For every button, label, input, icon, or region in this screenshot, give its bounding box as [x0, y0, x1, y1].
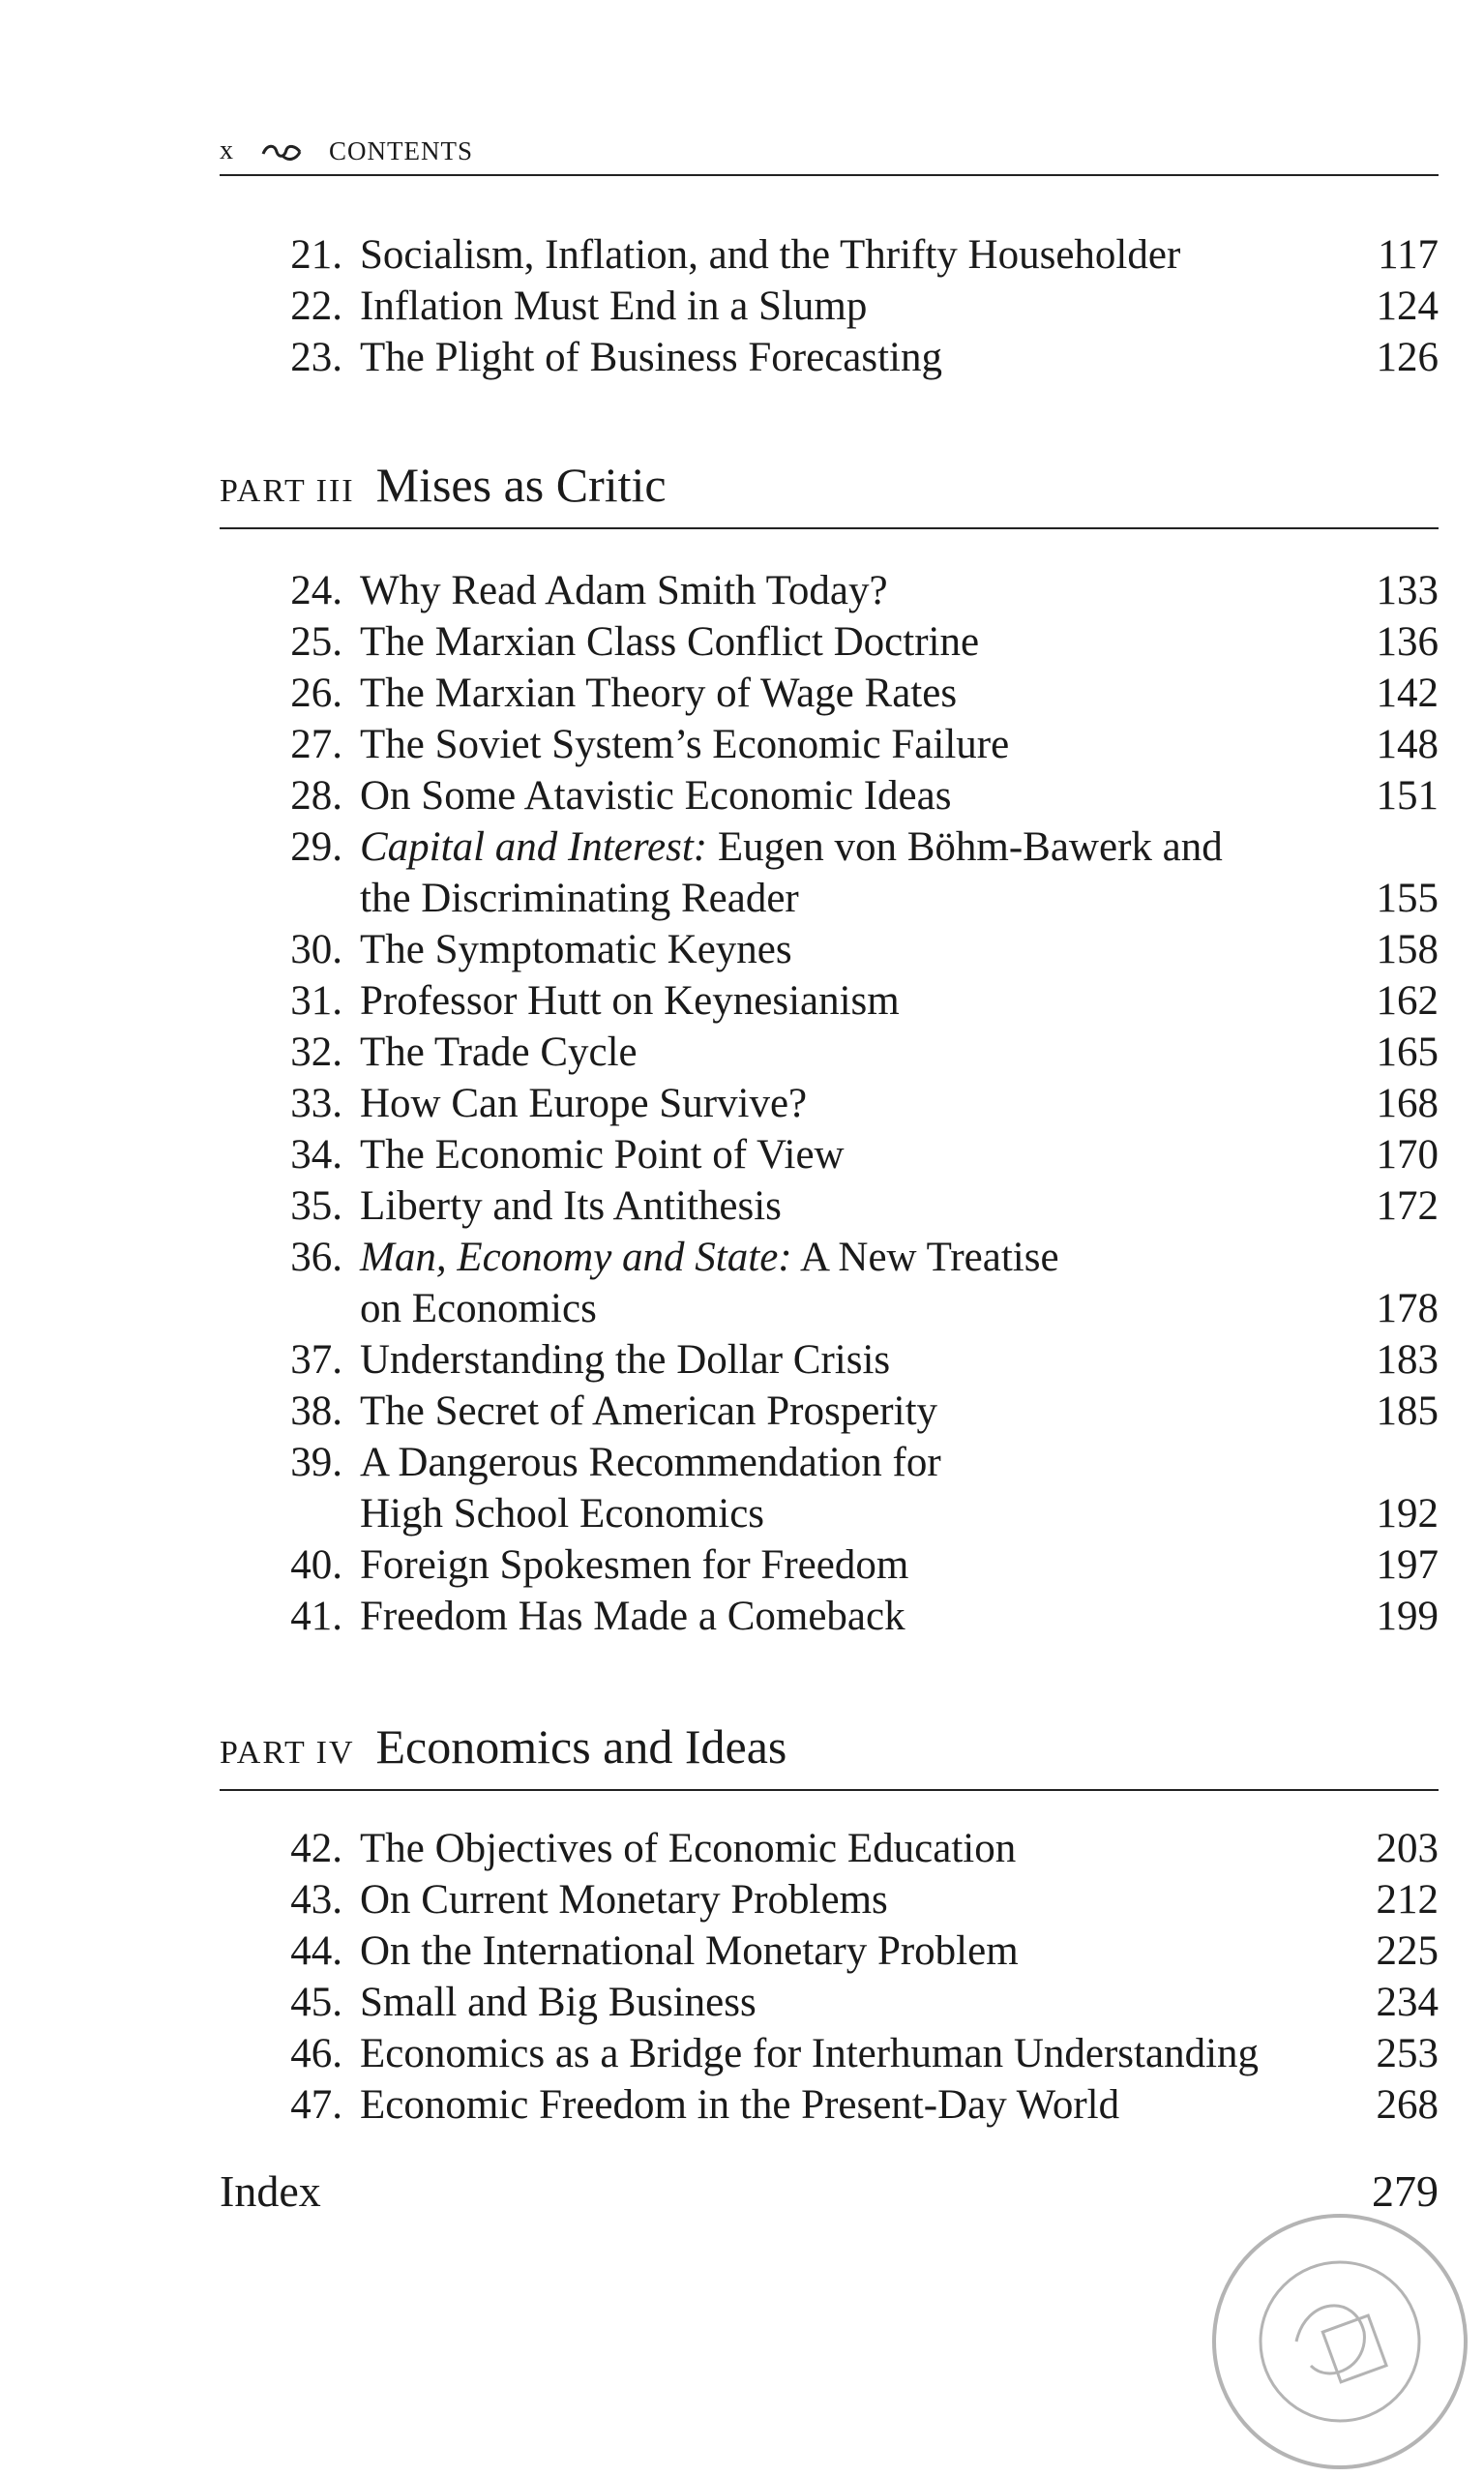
- chapter-number: 35.: [290, 1183, 342, 1229]
- header-rule: [220, 174, 1439, 176]
- page-number: 148: [1376, 722, 1439, 767]
- page-number: 192: [1376, 1491, 1439, 1537]
- chapter-title-text: On Some Atavistic Economic Ideas: [360, 773, 952, 819]
- toc-entry: [220, 770, 1439, 821]
- page-number: 172: [1376, 1183, 1439, 1229]
- chapter-title: [360, 1591, 1351, 1642]
- chapter-number: 39.: [290, 1440, 342, 1485]
- part-label: PART IV: [220, 1735, 355, 1771]
- chapter-title-block: [360, 719, 1351, 770]
- chapter-number: 22.: [290, 284, 342, 329]
- page-number: 142: [1376, 671, 1439, 716]
- part-label: PART III: [220, 473, 355, 509]
- chapter-number: 28.: [290, 773, 342, 819]
- chapter-title: [360, 2079, 1351, 2131]
- toc-entry: [220, 2028, 1439, 2079]
- chapter-title-continuation: High School Economics: [360, 1491, 765, 1537]
- chapter-title-continuation: the Discriminating Reader: [360, 876, 799, 921]
- page-number: 197: [1376, 1542, 1439, 1588]
- chapter-number: 42.: [290, 1826, 342, 1871]
- page-number: 162: [1376, 978, 1439, 1024]
- chapter-title-block: [360, 2079, 1351, 2131]
- chapter-title-continuation: on Economics: [360, 1286, 597, 1331]
- part-title: Economics and Ideas: [375, 1719, 787, 1774]
- chapter-title-block: [360, 1334, 1351, 1386]
- chapter-number: 36.: [290, 1235, 342, 1280]
- chapter-number: 46.: [290, 2031, 342, 2076]
- chapter-title-block: [360, 1977, 1351, 2028]
- page-number: 170: [1376, 1132, 1439, 1178]
- chapter-title-block: [360, 821, 1351, 924]
- chapter-number: 26.: [290, 671, 342, 716]
- chapter-number: 30.: [290, 927, 342, 972]
- chapter-title: [360, 1437, 1351, 1488]
- chapter-title: [360, 924, 1351, 975]
- chapter-number: 24.: [290, 568, 342, 613]
- chapter-title-block: [360, 2028, 1351, 2079]
- chapter-title: [360, 1823, 1351, 1874]
- toc-entry: [220, 1539, 1439, 1591]
- chapter-title-block: [360, 229, 1351, 281]
- chapter-title-text: The Marxian Theory of Wage Rates: [360, 671, 958, 716]
- toc-entry: [220, 1232, 1439, 1334]
- toc-part-3: [220, 565, 1439, 1642]
- chapter-title-text: The Economic Point of View: [360, 1132, 845, 1178]
- page-number: 253: [1376, 2031, 1439, 2076]
- running-head-title: CONTENTS: [329, 135, 473, 165]
- index-label: Index: [220, 2166, 321, 2216]
- chapter-title-block: [360, 1437, 1351, 1539]
- toc-entry: [220, 1591, 1439, 1642]
- page-number: 185: [1376, 1388, 1439, 1434]
- page-number: 234: [1376, 1980, 1439, 2025]
- page-number: 212: [1376, 1877, 1439, 1923]
- chapter-title-text: The Soviet System’s Economic Failure: [360, 722, 1010, 767]
- chapter-title-block: [360, 332, 1351, 383]
- chapter-title-text: How Can Europe Survive?: [360, 1081, 808, 1126]
- chapter-title: [360, 719, 1351, 770]
- chapter-title-text: Freedom Has Made a Comeback: [360, 1594, 905, 1639]
- toc-entry: [220, 1078, 1439, 1129]
- page-number: 178: [1376, 1286, 1439, 1331]
- chapter-title: [360, 1386, 1351, 1437]
- chapter-number: 47.: [290, 2082, 342, 2128]
- chapter-title-block: [360, 1129, 1351, 1180]
- chapter-title-text: The Trade Cycle: [360, 1030, 638, 1075]
- chapter-title: [360, 2028, 1351, 2079]
- page-folio: x: [220, 135, 234, 165]
- toc-entry: [220, 975, 1439, 1027]
- chapter-title: [360, 668, 1351, 719]
- page-number: 203: [1376, 1826, 1439, 1871]
- chapter-number: 32.: [290, 1030, 342, 1075]
- page-number: 124: [1376, 284, 1439, 329]
- chapter-title-block: [360, 770, 1351, 821]
- toc-entry: [220, 565, 1439, 616]
- chapter-title-text: Professor Hutt on Keynesianism: [360, 978, 900, 1024]
- chapter-title-block: [360, 616, 1351, 668]
- page-number: 126: [1376, 335, 1439, 380]
- toc-entry: [220, 1823, 1439, 1874]
- chapter-title: [360, 770, 1351, 821]
- toc-entry: [220, 1386, 1439, 1437]
- chapter-title-text: On the International Monetary Problem: [360, 1928, 1019, 1974]
- page-number: 151: [1376, 773, 1439, 819]
- page-number: 155: [1376, 876, 1439, 921]
- part4-rule: [220, 1789, 1439, 1791]
- chapter-title: [360, 975, 1351, 1027]
- running-head: [220, 135, 1439, 166]
- chapter-title-italic: Man, Economy and State:: [360, 1235, 792, 1280]
- toc-entry: [220, 821, 1439, 924]
- fleuron-ornament-icon: [259, 140, 304, 162]
- chapter-title: [360, 1874, 1351, 1925]
- chapter-title: [360, 281, 1351, 332]
- part-title: Mises as Critic: [375, 458, 667, 512]
- page-number: 199: [1376, 1594, 1439, 1639]
- chapter-number: 31.: [290, 978, 342, 1024]
- chapter-title: [360, 1180, 1351, 1232]
- toc-entry: [220, 1925, 1439, 1977]
- toc-part-4: [220, 1823, 1439, 2131]
- index-page: 279: [1372, 2166, 1439, 2216]
- chapter-number: 25.: [290, 619, 342, 665]
- toc-entry: [220, 668, 1439, 719]
- chapter-title: [360, 332, 1351, 383]
- chapter-number: 23.: [290, 335, 342, 380]
- chapter-number: 33.: [290, 1081, 342, 1126]
- chapter-number: 29.: [290, 824, 342, 870]
- chapter-title: [360, 616, 1351, 668]
- chapter-title-text: A New Treatise: [791, 1235, 1059, 1280]
- toc-entry: [220, 719, 1439, 770]
- chapter-title-text: Eugen von Böhm-Bawerk and: [707, 824, 1223, 870]
- toc-block-1: [220, 229, 1439, 383]
- page-number: 158: [1376, 927, 1439, 972]
- chapter-title-text: Why Read Adam Smith Today?: [360, 568, 888, 613]
- chapter-title: [360, 821, 1351, 873]
- chapter-title-block: [360, 1386, 1351, 1437]
- chapter-title-text: Small and Big Business: [360, 1980, 757, 2025]
- chapter-title-text: The Marxian Class Conflict Doctrine: [360, 619, 980, 665]
- part-heading-3: [220, 457, 1439, 513]
- chapter-title: [360, 1539, 1351, 1591]
- chapter-title-text: The Symptomatic Keynes: [360, 927, 792, 972]
- chapter-title-block: [360, 1539, 1351, 1591]
- page-number: 225: [1376, 1928, 1439, 1974]
- chapter-title-text: Liberty and Its Antithesis: [360, 1183, 782, 1229]
- chapter-title-text: On Current Monetary Problems: [360, 1877, 888, 1923]
- toc-entry: [220, 1180, 1439, 1232]
- chapter-title-text: Economic Freedom in the Present-Day World: [360, 2082, 1120, 2128]
- chapter-title: [360, 1334, 1351, 1386]
- chapter-number: 43.: [290, 1877, 342, 1923]
- toc-entry: [220, 1437, 1439, 1539]
- toc-entry: [220, 1334, 1439, 1386]
- chapter-title-block: [360, 1591, 1351, 1642]
- page-number: 183: [1376, 1337, 1439, 1383]
- toc-entry: [220, 1874, 1439, 1925]
- chapter-title: [360, 229, 1351, 281]
- toc-entry: [220, 1129, 1439, 1180]
- page-number: 268: [1376, 2082, 1439, 2128]
- chapter-title: [360, 1027, 1351, 1078]
- chapter-title-block: [360, 1027, 1351, 1078]
- toc-entry: [220, 924, 1439, 975]
- chapter-title-block: [360, 565, 1351, 616]
- page-number: 165: [1376, 1030, 1439, 1075]
- part-heading-4: [220, 1718, 1439, 1775]
- chapter-title: [360, 1129, 1351, 1180]
- chapter-title-text: A Dangerous Recommendation for: [360, 1440, 941, 1485]
- chapter-title-text: Economics as a Bridge for Interhuman Understanding: [360, 2031, 1260, 2076]
- chapter-title-block: [360, 1078, 1351, 1129]
- chapter-title-block: [360, 1925, 1351, 1977]
- toc-entry: [220, 1027, 1439, 1078]
- chapter-title-block: [360, 1874, 1351, 1925]
- chapter-title-text: Inflation Must End in a Slump: [360, 284, 868, 329]
- chapter-title: [360, 1078, 1351, 1129]
- toc-entry: [220, 2079, 1439, 2131]
- chapter-number: 21.: [290, 232, 342, 278]
- toc-entry: [220, 281, 1439, 332]
- page-number: 136: [1376, 619, 1439, 665]
- chapter-number: 40.: [290, 1542, 342, 1588]
- chapter-number: 38.: [290, 1388, 342, 1434]
- chapter-title-block: [360, 1180, 1351, 1232]
- bookseller-stamp-icon: [1185, 2196, 1475, 2477]
- chapter-number: 41.: [290, 1594, 342, 1639]
- chapter-title: [360, 1232, 1351, 1283]
- part3-rule: [220, 527, 1439, 529]
- page-number: 117: [1378, 232, 1439, 278]
- chapter-title-block: [360, 1823, 1351, 1874]
- chapter-title-text: Socialism, Inflation, and the Thrifty Householder: [360, 232, 1181, 278]
- toc-entry: [220, 1977, 1439, 2028]
- chapter-title-block: [360, 975, 1351, 1027]
- toc-entry: [220, 229, 1439, 281]
- toc-entry: [220, 616, 1439, 668]
- chapter-title-block: [360, 924, 1351, 975]
- chapter-number: 44.: [290, 1928, 342, 1974]
- chapter-number: 37.: [290, 1337, 342, 1383]
- chapter-title-text: The Plight of Business Forecasting: [360, 335, 942, 380]
- chapter-title-block: [360, 668, 1351, 719]
- chapter-title: [360, 565, 1351, 616]
- toc-entry: [220, 332, 1439, 383]
- page-number: 168: [1376, 1081, 1439, 1126]
- chapter-number: 34.: [290, 1132, 342, 1178]
- chapter-title: [360, 1925, 1351, 1977]
- chapter-title-text: Understanding the Dollar Crisis: [360, 1337, 891, 1383]
- chapter-title-block: [360, 1232, 1351, 1334]
- chapter-title-text: Foreign Spokesmen for Freedom: [360, 1542, 909, 1588]
- chapter-number: 45.: [290, 1980, 342, 2025]
- chapter-title-italic: Capital and Interest:: [360, 824, 708, 870]
- chapter-title-text: The Objectives of Economic Education: [360, 1826, 1017, 1871]
- chapter-title-block: [360, 281, 1351, 332]
- chapter-title: [360, 1977, 1351, 2028]
- page-number: 133: [1376, 568, 1439, 613]
- chapter-number: 27.: [290, 722, 342, 767]
- chapter-title-text: The Secret of American Prosperity: [360, 1388, 938, 1434]
